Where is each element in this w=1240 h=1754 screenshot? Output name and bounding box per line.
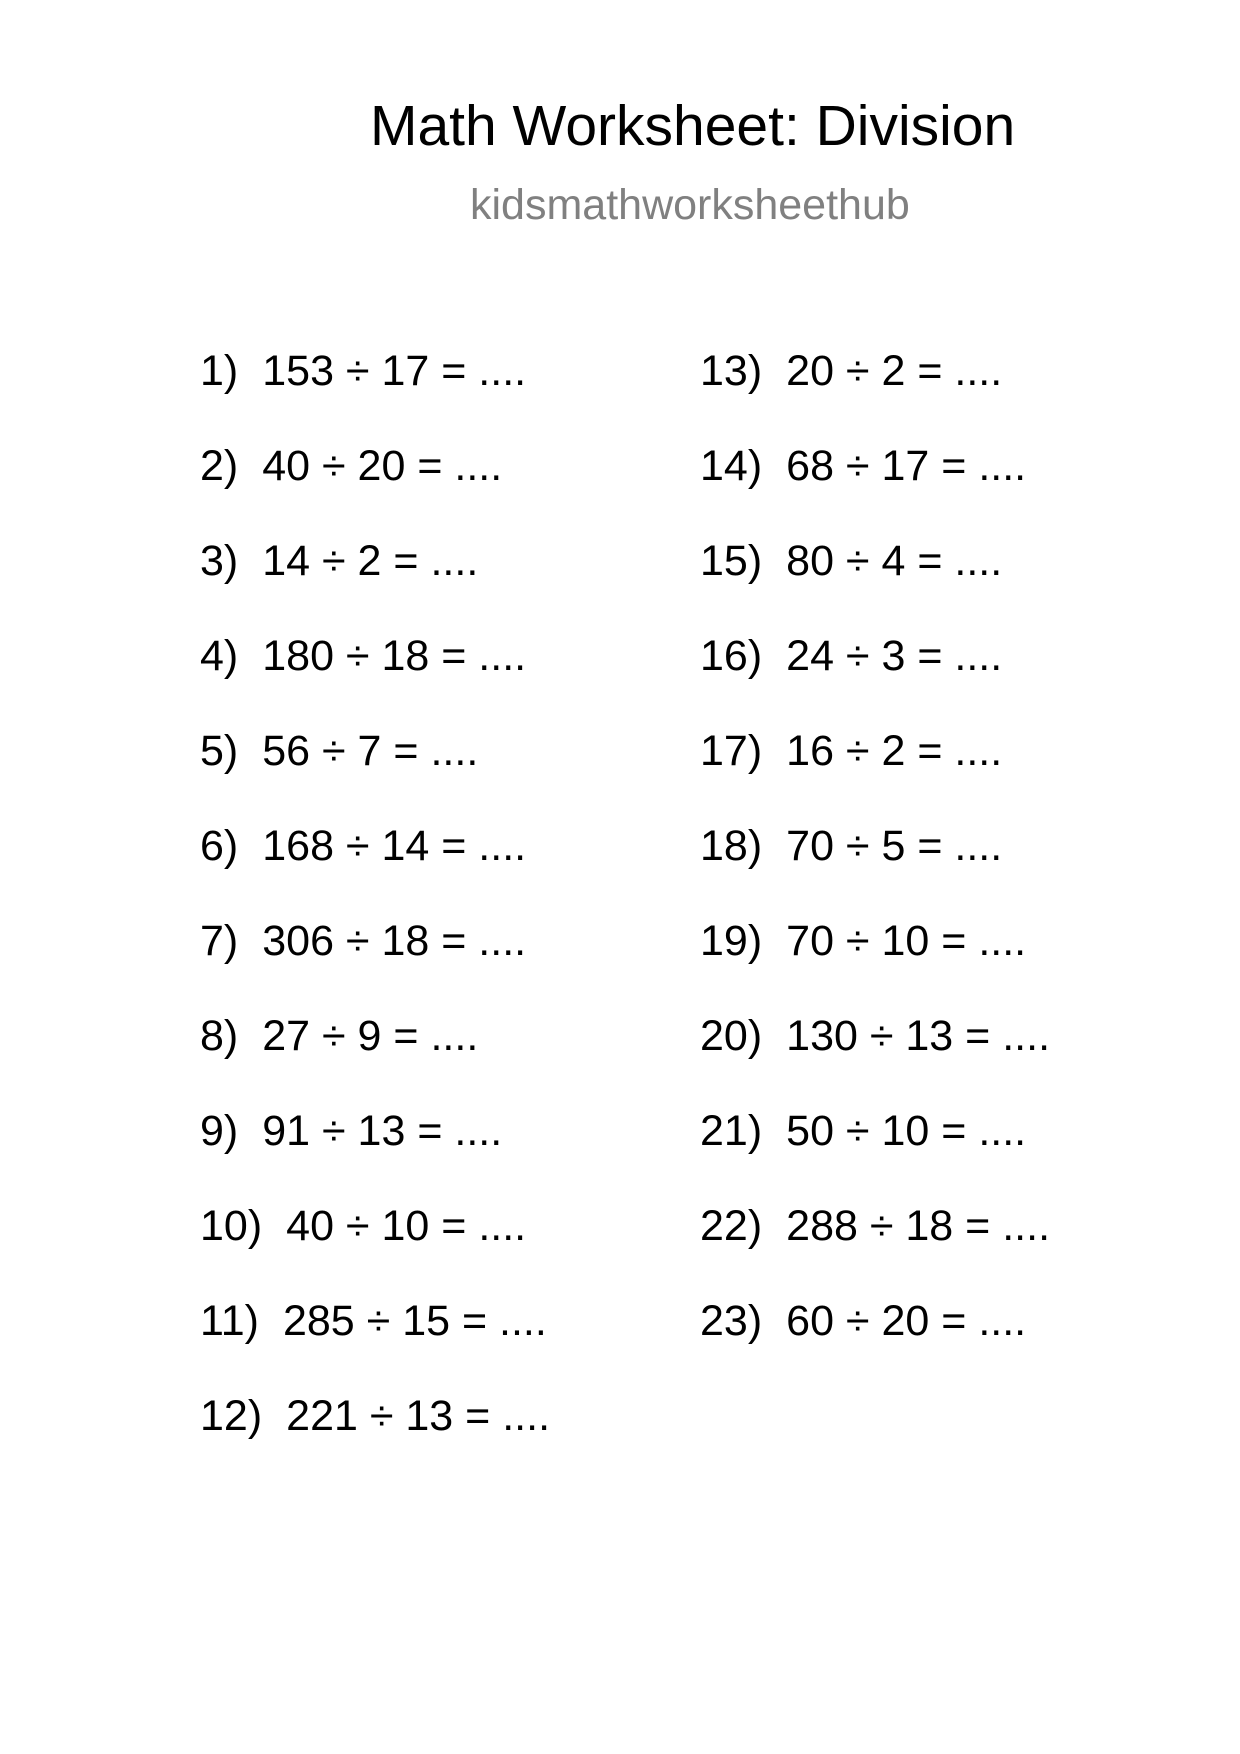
problem-number: 13): [700, 347, 763, 395]
problem-number: 9): [200, 1107, 239, 1155]
page-title: Math Worksheet: Division: [370, 94, 1016, 158]
problem-number: 4): [200, 632, 239, 680]
problem-number: 23): [700, 1297, 763, 1345]
problem-expression: 27 ÷ 9 = ....: [262, 1012, 479, 1060]
problem-number: 21): [700, 1107, 763, 1155]
problem-expression: 153 ÷ 17 = ....: [262, 347, 527, 395]
problem-number: 6): [200, 822, 239, 870]
problem-expression: 91 ÷ 13 = ....: [262, 1107, 503, 1155]
problem-expression: 285 ÷ 15 = ....: [282, 1297, 547, 1345]
problem-item: [200, 1107, 660, 1205]
problem-expression: 16 ÷ 2 = ....: [786, 727, 1003, 775]
problem-number: 18): [700, 822, 763, 870]
problem-item: [200, 1392, 660, 1490]
problem-item: [700, 442, 1160, 540]
problem-item: [700, 1297, 1160, 1395]
problem-expression: 40 ÷ 10 = ....: [286, 1202, 527, 1250]
problem-number: 17): [700, 727, 763, 775]
problem-expression: 50 ÷ 10 = ....: [786, 1107, 1027, 1155]
problem-expression: 20 ÷ 2 = ....: [786, 347, 1003, 395]
problem-number: 1): [200, 347, 239, 395]
problem-item: [700, 917, 1160, 1015]
problem-item: [200, 347, 660, 445]
problem-expression: 14 ÷ 2 = ....: [262, 537, 479, 585]
problem-number: 2): [200, 442, 239, 490]
problem-number: 7): [200, 917, 239, 965]
problem-number: 12): [200, 1392, 263, 1440]
problem-number: 3): [200, 537, 239, 585]
problem-expression: 40 ÷ 20 = ....: [262, 442, 503, 490]
problem-number: 20): [700, 1012, 763, 1060]
problem-expression: 68 ÷ 17 = ....: [786, 442, 1027, 490]
problem-item: [200, 632, 660, 730]
problem-number: 19): [700, 917, 763, 965]
problem-expression: 24 ÷ 3 = ....: [786, 632, 1003, 680]
problem-number: 15): [700, 537, 763, 585]
problem-item: [700, 1202, 1160, 1300]
problem-expression: 288 ÷ 18 = ....: [786, 1202, 1051, 1250]
problem-number: 16): [700, 632, 763, 680]
problem-expression: 56 ÷ 7 = ....: [262, 727, 479, 775]
problem-number: 5): [200, 727, 239, 775]
problem-expression: 306 ÷ 18 = ....: [262, 917, 527, 965]
problem-number: 11): [200, 1297, 259, 1345]
problem-item: [700, 347, 1160, 445]
problem-expression: 70 ÷ 5 = ....: [786, 822, 1003, 870]
problem-item: [700, 822, 1160, 920]
problem-column-left: [200, 347, 660, 1490]
page-subtitle: kidsmathworksheethub: [470, 181, 910, 229]
problem-item: [200, 917, 660, 1015]
problem-expression: 80 ÷ 4 = ....: [786, 537, 1003, 585]
problem-number: 22): [700, 1202, 763, 1250]
problem-item: [200, 1202, 660, 1300]
problem-item: [200, 442, 660, 540]
problem-expression: 130 ÷ 13 = ....: [786, 1012, 1051, 1060]
problem-expression: 180 ÷ 18 = ....: [262, 632, 527, 680]
problem-column-right: [700, 347, 1160, 1395]
problem-item: [200, 537, 660, 635]
problem-item: [700, 537, 1160, 635]
problem-number: 14): [700, 442, 763, 490]
problem-item: [200, 727, 660, 825]
problem-item: [700, 1107, 1160, 1205]
problem-expression: 168 ÷ 14 = ....: [262, 822, 527, 870]
problem-expression: 70 ÷ 10 = ....: [786, 917, 1027, 965]
problem-item: [200, 1297, 660, 1395]
problem-item: [700, 632, 1160, 730]
problem-item: [200, 1012, 660, 1110]
problem-expression: 221 ÷ 13 = ....: [286, 1392, 551, 1440]
problem-number: 10): [200, 1202, 263, 1250]
problem-item: [200, 822, 660, 920]
problem-expression: 60 ÷ 20 = ....: [786, 1297, 1027, 1345]
problem-number: 8): [200, 1012, 239, 1060]
problem-item: [700, 1012, 1160, 1110]
problem-item: [700, 727, 1160, 825]
